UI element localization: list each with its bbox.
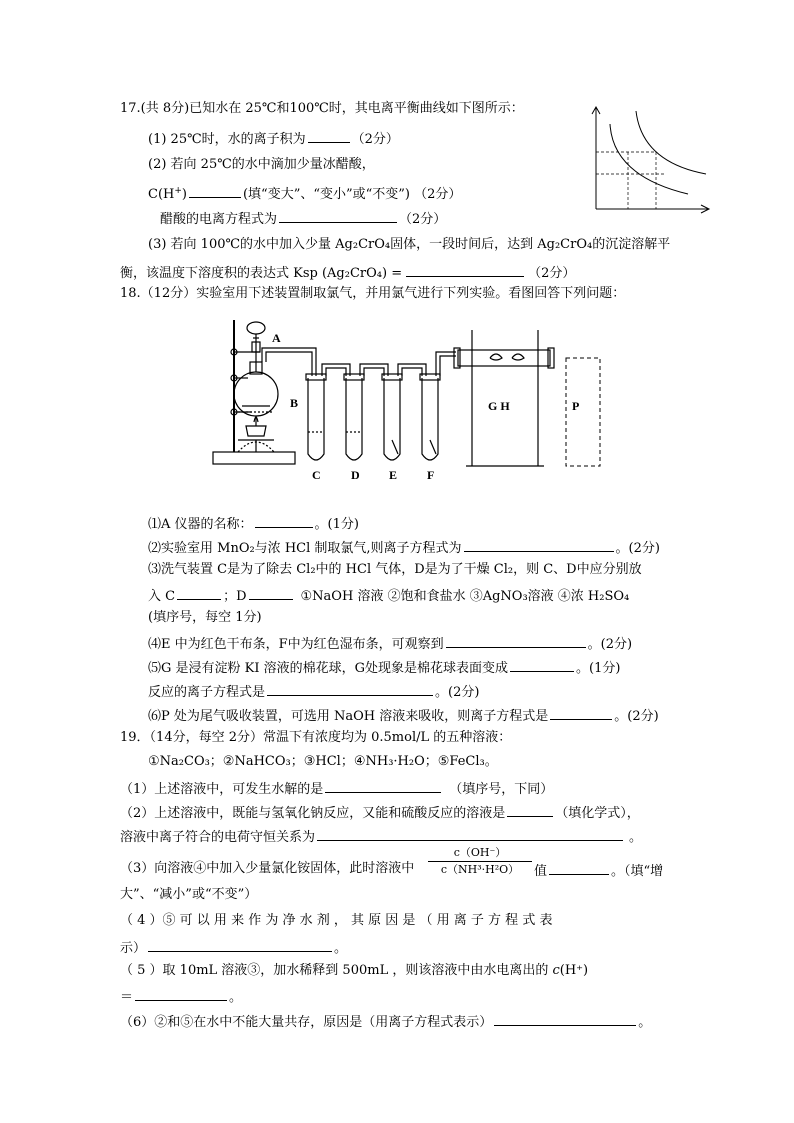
q19-sub3-tailgroup [534, 860, 663, 881]
q19-fraction-denominator: c（NH³·H²O） [440, 863, 520, 876]
reaction-tube [454, 330, 554, 466]
q17-ksp-blank[interactable] [406, 262, 524, 277]
q19-sub2-text: （2）上述溶液中，既能与氢氧化钠反应，又能和硫酸反应的溶液是 [120, 806, 506, 821]
q17-ksp-score: （2分） [528, 266, 576, 281]
q18-item1-tail: 。(1分) [314, 517, 359, 532]
q19-sub3b: 大”、“减小”或“不变”） [120, 887, 258, 902]
q17-acetic-text: 醋酸的电离方程式为 [160, 212, 278, 227]
q19-sub3-blank[interactable] [549, 860, 609, 875]
q19-sub4b-text: 示） [120, 941, 147, 956]
q18-item1-blank[interactable] [255, 513, 313, 528]
q19-sub5b-tail: 。 [229, 990, 243, 1005]
q19-solution-list: ①Na₂CO₃；②NaHCO₃；③HCl；④NH₃·H₂O；⑤FeCl₃。 [148, 754, 498, 769]
q19-sub2b [120, 826, 642, 847]
q18-item5-text: ⑸G 是浸有淀粉 KI 溶液的棉花球，G处现象是棉花球表面变成 [148, 661, 509, 676]
q18-item2-tail: 。(2分) [615, 541, 660, 556]
q19-sub4-blank[interactable] [148, 937, 332, 952]
q19-sub2-blank[interactable] [507, 802, 553, 817]
q18-item3-c-blank[interactable] [177, 585, 221, 600]
q19-sub5b-eq: ＝ [120, 990, 134, 1005]
q17-part2c [160, 208, 446, 229]
q18-header: 18.（12分）实验室用下述装置制取氯气，并用氯气进行下列实验。看图回答下列问题： [120, 286, 626, 301]
q18-item5b-blank[interactable] [267, 681, 433, 696]
q18-item4-blank[interactable] [446, 633, 586, 648]
q18-item5b-text: 反应的离子方程式是 [148, 685, 266, 700]
q19-sub3 [120, 860, 414, 878]
q18-item6-tail: 。(2分) [614, 709, 659, 724]
q19-sub2-tail: （填化学式）， [555, 806, 640, 821]
bottle-e [384, 378, 400, 460]
connecting-tubes [262, 348, 456, 376]
q18-item4 [148, 633, 632, 654]
wash-bottles [306, 374, 440, 460]
q18-item5-blank[interactable] [510, 657, 574, 672]
q18-item6-blank[interactable] [550, 705, 612, 720]
q19-sub2 [120, 802, 640, 823]
q19-sub5a-c: c [552, 963, 560, 978]
q19-sub5a-h: (H⁺) [559, 963, 589, 978]
q19-sub3-value-label: 值 [534, 864, 548, 879]
bottle-f [422, 378, 438, 460]
q19-sub5-blank[interactable] [135, 986, 227, 1001]
q18-item3a: ⑶洗气装置 C是为了除去 Cl₂中的 HCl 气体，D是为了干燥 Cl₂，则 C、D中应分别放 [148, 562, 642, 577]
q17-part1-score: （2分） [351, 132, 399, 147]
q18-item3-c-label: 入 C [148, 589, 176, 604]
chlorine-apparatus-diagram [208, 312, 608, 482]
q19-sub6-text: （6）②和⑤在水中不能大量共存，原因是（用离子方程式表示） [120, 1015, 493, 1030]
q19-sub2b-tail: 。 [629, 830, 643, 845]
q17-ch-label: C(H+) [148, 186, 187, 202]
q18-item4-text: ⑷E 中为红色干布条，F中为红色湿布条，可观察到 [148, 637, 444, 652]
q19-fraction-numerator: c（OH⁻） [453, 846, 507, 859]
q17-part1-text: (1) 25℃时，水的离子积为 [148, 132, 306, 147]
graph-curve-100c [636, 111, 706, 174]
q18-item2-text: ⑵实验室用 MnO₂与浓 HCl 制取氯气,则离子方程式为 [148, 541, 462, 556]
q17-part2b [148, 182, 461, 204]
bottle-c [308, 378, 324, 460]
label-gh: G H [488, 399, 510, 413]
q19-sub5a-text: （ 5 ）取 10mL 溶液③，加水稀释到 500mL ，则该溶液中由水电离出的 [120, 963, 553, 978]
q17-ch-blank[interactable] [189, 183, 241, 198]
label-f: F [427, 468, 435, 482]
q17-acetic-score: （2分） [399, 212, 447, 227]
cotton-ball-g [490, 354, 502, 360]
q19-sub1-blank[interactable] [325, 778, 441, 793]
label-p: P [572, 399, 580, 413]
q19-sub4b [120, 937, 347, 958]
label-c: C [312, 468, 321, 482]
q18-item1 [148, 513, 359, 534]
q18-item2-blank[interactable] [464, 537, 614, 552]
q18-item3-options: ①NaOH 溶液 ②饱和食盐水 ③AgNO₃溶液 ④浓 H₂SO₄ [300, 589, 630, 604]
bottle-d [346, 378, 362, 460]
q18-item3b [148, 585, 629, 606]
q19-sub1 [120, 778, 553, 799]
q18-item6-text: ⑹P 处为尾气吸收装置，可选用 NaOH 溶液来吸收，则离子方程式是 [148, 709, 549, 724]
q18-item5b [148, 681, 479, 702]
q19-sub4b-tail: 。 [334, 941, 348, 956]
label-d: D [351, 468, 360, 482]
q19-sub3-text: （3）向溶液④中加入少量氯化铵固体，此时溶液中 [120, 861, 415, 876]
q18-item2 [148, 537, 660, 558]
q18-item3-d-blank[interactable] [249, 585, 293, 600]
q19-header: 19．（14分，每空 2分）常温下有浓度均为 0.5mol/L 的五种溶液： [120, 730, 512, 745]
q19-sub2b-blank[interactable] [317, 826, 623, 841]
q19-sub6 [120, 1011, 651, 1032]
q18-item6 [148, 705, 659, 726]
q19-sub6-blank[interactable] [494, 1011, 636, 1026]
q18-item4-tail: 。(2分) [587, 637, 633, 652]
q19-sub1-tail: （填序号，下同） [449, 782, 554, 797]
cotton-ball-h [512, 354, 524, 360]
q17-part3a: (3) 若向 100℃的水中加入少量 Ag₂CrO₄固体，一段时间后，达到 Ag₂CrO₄的沉淀溶解平 [148, 237, 671, 252]
q18-item5 [148, 657, 620, 678]
label-b: B [290, 396, 299, 410]
graph-curve-25c [610, 124, 688, 194]
q19-sub1-text: （1）上述溶液中，可发生水解的是 [120, 782, 324, 797]
label-e: E [389, 468, 398, 482]
water-ionization-graph [588, 104, 712, 214]
q19-sub6-tail: 。 [638, 1015, 652, 1030]
q17-header: 17.(共 8分)已知水在 25℃和100℃时，其电离平衡曲线如下图所示： [120, 101, 524, 116]
q17-ch-tail: (填“变大”、“变小”或“不变”) （2分） [242, 187, 462, 202]
q17-part1 [148, 128, 399, 149]
q19-sub3-tail: 。（填“增 [611, 864, 664, 879]
q18-item5b-tail: 。(2分) [435, 685, 480, 700]
label-a: A [272, 331, 281, 345]
q19-sub5b [120, 986, 242, 1007]
q17-part2: (2) 若向 25℃的水中滴加少量冰醋酸， [148, 157, 375, 172]
q17-acetic-blank[interactable] [279, 208, 397, 223]
q18-item3-d-label: ；D [223, 589, 247, 604]
q17-part3b [120, 262, 575, 283]
q17-ksp-text: 衡，该温度下溶度积的表达式 Ksp (Ag₂CrO₄) = [120, 266, 403, 281]
q17-part1-blank[interactable] [308, 128, 350, 143]
q19-sub4a: （ 4 ）⑤ 可 以 用 来 作 为 净 水 剂 ， 其 原 因 是 （ 用 离 子 方 程 式 表 [120, 913, 553, 928]
q19-fraction [428, 846, 532, 877]
q18-item1-text: ⑴A 仪器的名称： [148, 517, 253, 532]
funnel-a-bulb [247, 322, 265, 334]
q19-sub2b-text: 溶液中离子符合的电荷守恒关系为 [120, 830, 316, 845]
q18-item5-tail: 。(1分) [576, 661, 621, 676]
q19-sub5a [120, 962, 588, 980]
q19-fraction-bar [428, 861, 532, 862]
q18-item3c: (填序号，每空 1分) [148, 610, 262, 625]
